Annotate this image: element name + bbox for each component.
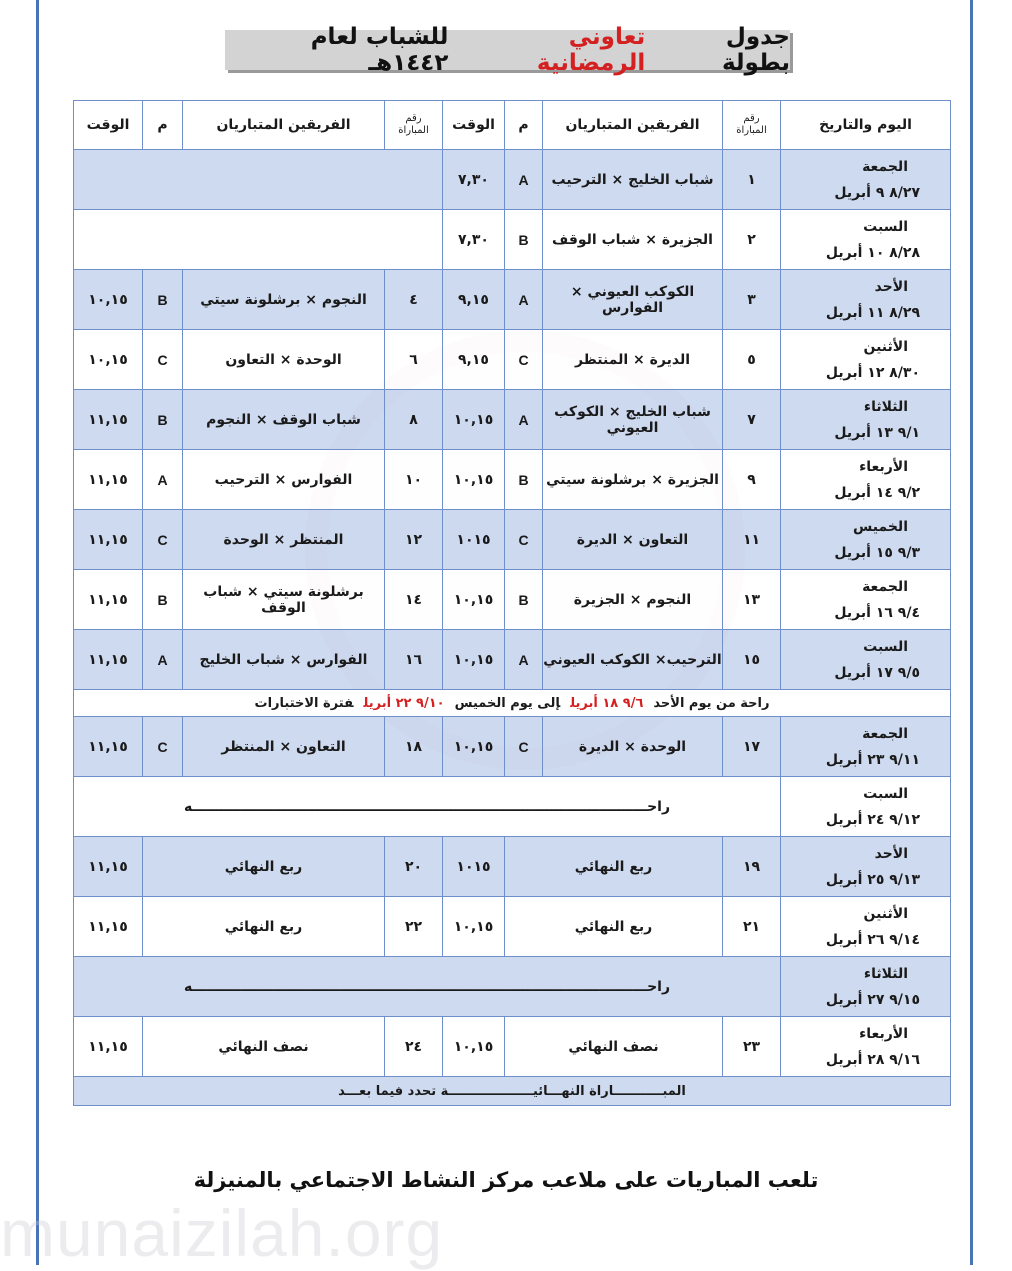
day-name: الأثنين	[863, 905, 908, 922]
table-row	[74, 630, 951, 690]
match-time: ١٠١٥	[443, 837, 505, 897]
match-teams: برشلونة سيتي × شباب الوقف	[183, 570, 385, 630]
match-time: ١٠,١٥	[443, 630, 505, 690]
note-part-c: إلى يوم الخميس	[454, 695, 561, 711]
table-row	[74, 837, 951, 897]
title-part-1: جدول بطولة	[721, 24, 790, 76]
match-group: C	[143, 330, 183, 390]
match-teams: الجزيرة × برشلونة سيتي	[543, 450, 723, 510]
match-time: ١١,١٥	[74, 837, 143, 897]
rest-text: راحـــــــــــــــــــــــــــــــــــــــــــــــــــــــــــــــــــــــــــــــــــــــــــــــه	[74, 957, 781, 1017]
day-name: الجمعة	[862, 158, 908, 175]
match-teams: التعاون × المنتظر	[183, 717, 385, 777]
note-part-d: ٩/١٠ ٢٢ أبريل	[363, 695, 445, 711]
empty-cell	[74, 210, 443, 270]
table-row	[74, 717, 951, 777]
match-stage: ربع النهائي	[143, 897, 385, 957]
match-group: B	[505, 210, 543, 270]
schedule-table	[73, 100, 951, 1106]
match-time: ٩,١٥	[443, 330, 505, 390]
table-row	[74, 897, 951, 957]
match-number: ١٥	[723, 630, 781, 690]
match-teams: الفوارس × شباب الخليج	[183, 630, 385, 690]
match-group: A	[143, 630, 183, 690]
day-date: ٩/٤ ١٦ أبريل	[834, 604, 920, 621]
table-row	[74, 390, 951, 450]
match-teams: شباب الخليج × الكوكب العيوني	[543, 390, 723, 450]
match-teams: شباب الوقف × النجوم	[183, 390, 385, 450]
day-date-cell	[781, 270, 951, 330]
match-time: ١١,١٥	[74, 510, 143, 570]
header-match-no-2: رقم المباراة	[385, 101, 443, 150]
page-title	[225, 24, 790, 76]
match-number: ٢٤	[385, 1017, 443, 1077]
header-day: اليوم والتاريخ	[781, 101, 951, 150]
match-time: ١١,١٥	[74, 897, 143, 957]
match-number: ٥	[723, 330, 781, 390]
table-row	[74, 150, 951, 210]
header-m-2: م	[143, 101, 183, 150]
match-time: ١٠١٥	[443, 510, 505, 570]
day-date: ٩/١ ١٣ أبريل	[834, 424, 920, 441]
match-stage: ربع النهائي	[143, 837, 385, 897]
match-teams: النجوم × برشلونة سيتي	[183, 270, 385, 330]
match-number: ٢	[723, 210, 781, 270]
match-stage: نصف النهائي	[143, 1017, 385, 1077]
match-time: ١١,١٥	[74, 717, 143, 777]
match-time: ٧,٣٠	[443, 210, 505, 270]
day-name: الجمعة	[862, 725, 908, 742]
match-number: ١٤	[385, 570, 443, 630]
match-time: ١٠,١٥	[443, 390, 505, 450]
match-teams: شباب الخليج × الترحيب	[543, 150, 723, 210]
day-date-cell	[781, 717, 951, 777]
match-time: ١٠,١٥	[443, 897, 505, 957]
match-number: ١٦	[385, 630, 443, 690]
table-row	[74, 270, 951, 330]
match-group: C	[505, 510, 543, 570]
match-teams: الديرة × المنتظر	[543, 330, 723, 390]
match-time: ١١,١٥	[74, 630, 143, 690]
match-number: ٢٠	[385, 837, 443, 897]
final-match-text: المبـــــــــــاراة النهـــائيـــــــــــــــــــة تحدد فيما بعـــد	[74, 1077, 951, 1106]
match-time: ١٠,١٥	[74, 330, 143, 390]
match-group: B	[143, 570, 183, 630]
header-m: م	[505, 101, 543, 150]
match-number: ١٩	[723, 837, 781, 897]
match-number: ١	[723, 150, 781, 210]
match-teams: الترحيب× الكوكب العيوني	[543, 630, 723, 690]
day-date: ٩/٣ ١٥ أبريل	[834, 544, 920, 561]
day-date-cell	[781, 450, 951, 510]
table-row	[74, 450, 951, 510]
day-date: ٩/١٢ ٢٤ أبريل	[825, 811, 920, 828]
match-number: ١٨	[385, 717, 443, 777]
header-time-2: الوقت	[74, 101, 143, 150]
match-group: C	[505, 717, 543, 777]
match-number: ١٢	[385, 510, 443, 570]
match-group: A	[505, 150, 543, 210]
day-date: ٩/١٣ ٢٥ أبريل	[825, 871, 920, 888]
match-stage: نصف النهائي	[505, 1017, 723, 1077]
header-match-no: رقم المباراة	[723, 101, 781, 150]
match-group: A	[505, 270, 543, 330]
match-time: ٧,٣٠	[443, 150, 505, 210]
day-date: ٨/٢٩ ١١ أبريل	[825, 304, 920, 321]
day-date-cell	[781, 837, 951, 897]
header-teams-2: الفريقين المتباريان	[183, 101, 385, 150]
match-group: C	[505, 330, 543, 390]
note-part-b: ٩/٦ ١٨ أبريل	[570, 695, 644, 711]
site-watermark: munaizilah.org	[0, 1196, 444, 1270]
match-group: C	[143, 717, 183, 777]
match-number: ٧	[723, 390, 781, 450]
match-time: ١١,١٥	[74, 570, 143, 630]
day-date-cell	[781, 210, 951, 270]
day-name: الأحد	[874, 278, 908, 295]
match-number: ١٣	[723, 570, 781, 630]
match-number: ٨	[385, 390, 443, 450]
day-date-cell	[781, 897, 951, 957]
match-teams: التعاون × الديرة	[543, 510, 723, 570]
match-group: B	[143, 270, 183, 330]
note-part-e: فترة الاختبارات	[254, 695, 354, 711]
day-date: ٩/١٤ ٢٦ أبريل	[825, 931, 920, 948]
match-teams: الفوارس × الترحيب	[183, 450, 385, 510]
page-frame-right	[970, 0, 973, 1265]
match-group: B	[143, 390, 183, 450]
header-row	[74, 101, 951, 150]
day-date: ٩/١١ ٢٣ أبريل	[825, 751, 920, 768]
rest-day-row	[74, 957, 951, 1017]
match-teams: النجوم × الجزيرة	[543, 570, 723, 630]
match-time: ١١,١٥	[74, 390, 143, 450]
match-stage: ربع النهائي	[505, 897, 723, 957]
final-match-row	[74, 1077, 951, 1106]
header-time: الوقت	[443, 101, 505, 150]
day-name: السبت	[863, 785, 908, 802]
match-group: A	[143, 450, 183, 510]
day-date-cell	[781, 330, 951, 390]
footer-note: تلعب المباريات على ملاعب مركز النشاط الاجتماعي بالمنيزلة	[193, 1168, 819, 1192]
day-date-cell	[781, 150, 951, 210]
match-teams: المنتظر × الوحدة	[183, 510, 385, 570]
match-number: ٢٢	[385, 897, 443, 957]
day-date: ٩/١٥ ٢٧ أبريل	[825, 991, 920, 1008]
match-teams: الكوكب العيوني × الفوارس	[543, 270, 723, 330]
note-part-a: راحة من يوم الأحد	[653, 695, 770, 711]
day-date-cell	[781, 1017, 951, 1077]
table-row	[74, 210, 951, 270]
match-number: ٦	[385, 330, 443, 390]
match-group: C	[143, 510, 183, 570]
day-name: الأثنين	[863, 338, 908, 355]
match-group: B	[505, 450, 543, 510]
match-number: ٢٣	[723, 1017, 781, 1077]
day-name: الثلاثاء	[863, 398, 908, 415]
day-name: الخميس	[852, 518, 908, 535]
match-number: ٤	[385, 270, 443, 330]
table-row	[74, 330, 951, 390]
match-time: ١١,١٥	[74, 1017, 143, 1077]
rest-day-row	[74, 777, 951, 837]
match-number: ٣	[723, 270, 781, 330]
day-name: الثلاثاء	[863, 965, 908, 982]
day-name: السبت	[863, 638, 908, 655]
day-name: الجمعة	[862, 578, 908, 595]
day-date-cell	[781, 570, 951, 630]
header-teams: الفريقين المتباريان	[543, 101, 723, 150]
day-date-cell	[781, 630, 951, 690]
match-group: B	[505, 570, 543, 630]
match-time: ١٠,١٥	[443, 450, 505, 510]
day-date: ٨/٢٨ ١٠ أبريل	[825, 244, 920, 261]
day-name: الأربعاء	[859, 458, 908, 475]
match-stage: ربع النهائي	[505, 837, 723, 897]
table-row	[74, 510, 951, 570]
title-part-3: للشباب لعام ١٤٤٢هـ	[310, 24, 449, 76]
match-time: ١٠,١٥	[74, 270, 143, 330]
match-time: ١١,١٥	[74, 450, 143, 510]
day-name: الأربعاء	[859, 1025, 908, 1042]
day-date-cell	[781, 510, 951, 570]
day-date-cell	[781, 390, 951, 450]
day-date: ٨/٢٧ ٩ أبريل	[834, 184, 920, 201]
day-date-cell	[781, 777, 951, 837]
match-number: ٩	[723, 450, 781, 510]
table-row	[74, 1017, 951, 1077]
day-date: ٨/٣٠ ١٢ أبريل	[825, 364, 920, 381]
match-time: ١٠,١٥	[443, 1017, 505, 1077]
title-part-2: تعاوني الرمضانية	[536, 24, 646, 76]
day-name: الأحد	[874, 845, 908, 862]
match-number: ٢١	[723, 897, 781, 957]
match-number: ١١	[723, 510, 781, 570]
match-number: ١٧	[723, 717, 781, 777]
match-group: A	[505, 390, 543, 450]
rest-text: راحـــــــــــــــــــــــــــــــــــــــــــــــــــــــــــــــــــــــــــــــــــــــــــــــه	[74, 777, 781, 837]
day-date: ٩/٥ ١٧ أبريل	[834, 664, 920, 681]
match-teams: الوحدة × التعاون	[183, 330, 385, 390]
empty-cell	[74, 150, 443, 210]
match-group: A	[505, 630, 543, 690]
page-frame-left	[36, 0, 39, 1265]
day-date: ٩/٢ ١٤ أبريل	[834, 484, 920, 501]
day-date: ٩/١٦ ٢٨ أبريل	[825, 1051, 920, 1068]
match-number: ١٠	[385, 450, 443, 510]
match-time: ٩,١٥	[443, 270, 505, 330]
match-teams: الجزيرة × شباب الوقف	[543, 210, 723, 270]
table-row	[74, 570, 951, 630]
match-time: ١٠,١٥	[443, 717, 505, 777]
rest-period-note	[74, 690, 951, 717]
match-teams: الوحدة × الديرة	[543, 717, 723, 777]
day-name: السبت	[863, 218, 908, 235]
match-time: ١٠,١٥	[443, 570, 505, 630]
rest-period-text	[74, 690, 951, 717]
day-date-cell	[781, 957, 951, 1017]
